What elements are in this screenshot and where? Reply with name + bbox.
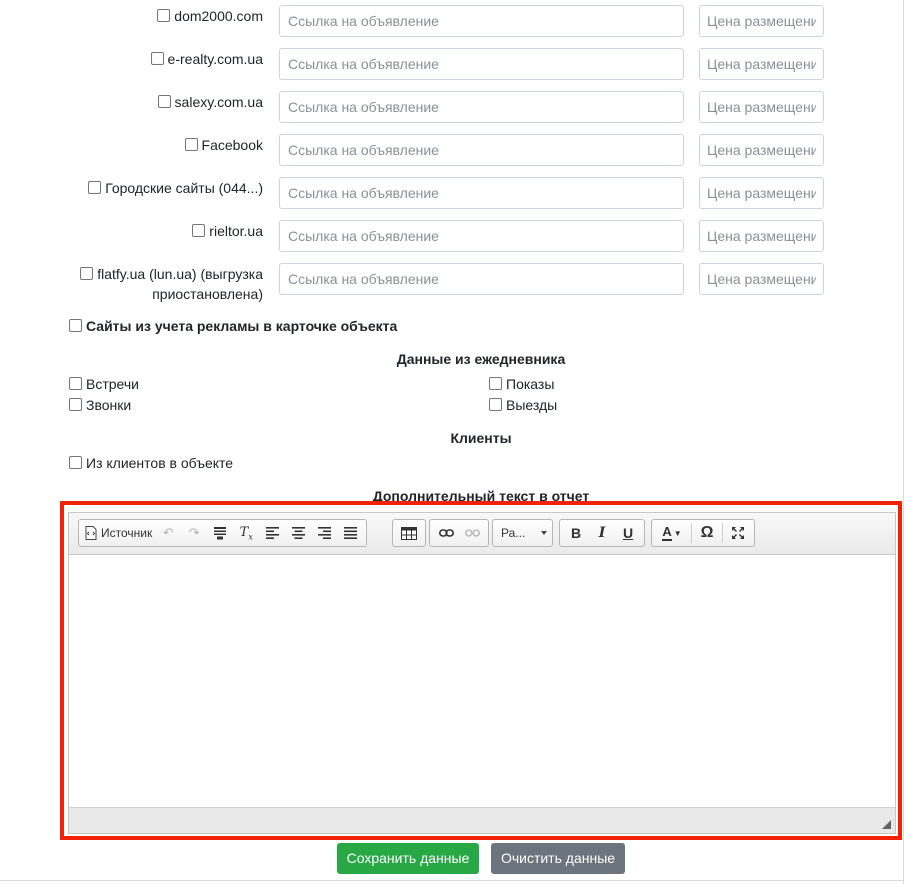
from-clients-checkbox-label[interactable] xyxy=(69,454,233,472)
ad-price-input[interactable] xyxy=(699,48,824,80)
clear-button[interactable]: Очистить данные xyxy=(491,843,625,874)
site-row-flatfy xyxy=(0,263,905,303)
ad-price-input[interactable] xyxy=(699,91,824,123)
site-row-rieltor xyxy=(0,220,905,254)
ad-price-input[interactable] xyxy=(699,134,824,166)
ad-price-input[interactable] xyxy=(699,177,824,209)
site-name: salexy.com.ua xyxy=(174,94,263,110)
paragraph-format-value: Ра... xyxy=(501,526,526,540)
ad-price-input[interactable] xyxy=(699,220,824,252)
site-row-e-realty xyxy=(0,48,905,82)
trips-checkbox-label[interactable] xyxy=(489,396,557,414)
site-label[interactable] xyxy=(185,135,263,155)
showings-checkbox-label[interactable] xyxy=(489,375,554,393)
report-text-section-title: Дополнительный текст в отчет xyxy=(372,488,590,504)
site-row-city-sites xyxy=(0,177,905,211)
site-checkbox[interactable] xyxy=(157,9,170,22)
site-label[interactable] xyxy=(88,178,263,198)
ad-sites-checkbox[interactable] xyxy=(69,319,82,332)
site-checkbox[interactable] xyxy=(158,95,171,108)
site-label[interactable] xyxy=(157,6,263,26)
site-name: rieltor.ua xyxy=(209,223,263,239)
site-label[interactable] xyxy=(192,221,263,241)
meetings-checkbox[interactable] xyxy=(69,377,82,390)
source-label: Источник xyxy=(101,526,153,540)
diary-section-title: Данные из ежедневника xyxy=(396,351,566,367)
ad-url-input[interactable] xyxy=(279,134,684,166)
meetings-checkbox-label[interactable] xyxy=(69,375,139,393)
clients-section-title: Клиенты xyxy=(450,430,512,446)
site-name: dom2000.com xyxy=(174,8,263,24)
ad-url-input[interactable] xyxy=(279,177,684,209)
site-row-salexy xyxy=(0,91,905,125)
showings-text: Показы xyxy=(506,376,555,392)
trips-text: Выезды xyxy=(506,397,558,413)
ad-sites-checkbox-text: Сайты из учета рекламы в карточке объекта xyxy=(86,318,398,334)
save-button[interactable]: Сохранить данные xyxy=(337,843,479,874)
showings-checkbox[interactable] xyxy=(489,377,502,390)
remove-format-icon: $T_x$ xyxy=(239,524,253,542)
ad-url-input[interactable] xyxy=(279,220,684,252)
ad-sites-checkbox-label[interactable] xyxy=(69,317,397,335)
redo-icon: ↷ xyxy=(188,525,200,540)
site-row-facebook xyxy=(0,134,905,168)
ad-url-input[interactable] xyxy=(279,91,684,123)
site-name: flatfy.ua (lun.ua) (выгрузка приостановлена) xyxy=(97,266,263,302)
from-clients-text: Из клиентов в объекте xyxy=(86,455,234,471)
trips-checkbox[interactable] xyxy=(489,398,502,411)
undo-icon: ↶ xyxy=(162,525,174,540)
site-name: Городские сайты (044...) xyxy=(105,180,263,196)
site-checkbox[interactable] xyxy=(151,52,164,65)
site-label[interactable] xyxy=(73,264,263,304)
ad-price-input[interactable] xyxy=(699,263,824,295)
ad-price-input[interactable] xyxy=(699,5,824,37)
site-label[interactable] xyxy=(158,92,263,112)
ad-url-input[interactable] xyxy=(279,5,684,37)
site-checkbox[interactable] xyxy=(192,224,205,237)
calls-checkbox-label[interactable] xyxy=(69,396,131,414)
special-char-icon: Ω xyxy=(700,524,714,541)
underline-icon: U xyxy=(622,525,634,541)
page-bottom-border xyxy=(0,880,904,881)
ad-url-input[interactable] xyxy=(279,48,684,80)
editor-highlight-frame xyxy=(60,501,902,840)
calls-text: Звонки xyxy=(86,397,132,413)
site-row-dom2000 xyxy=(0,5,905,39)
text-color-icon: A xyxy=(662,524,672,539)
calls-checkbox[interactable] xyxy=(69,398,82,411)
site-label[interactable] xyxy=(151,49,263,69)
bold-icon: B xyxy=(570,525,582,541)
site-checkbox[interactable] xyxy=(185,138,198,151)
site-checkbox[interactable] xyxy=(80,267,93,280)
from-clients-checkbox[interactable] xyxy=(69,456,82,469)
site-name: Facebook xyxy=(201,137,263,153)
chevron-down-icon: ▼ xyxy=(673,528,682,538)
site-name: e-realty.com.ua xyxy=(167,51,263,67)
ad-url-input[interactable] xyxy=(279,263,684,295)
site-checkbox[interactable] xyxy=(88,181,101,194)
italic-icon: I xyxy=(598,525,606,541)
meetings-text: Встречи xyxy=(86,376,139,392)
